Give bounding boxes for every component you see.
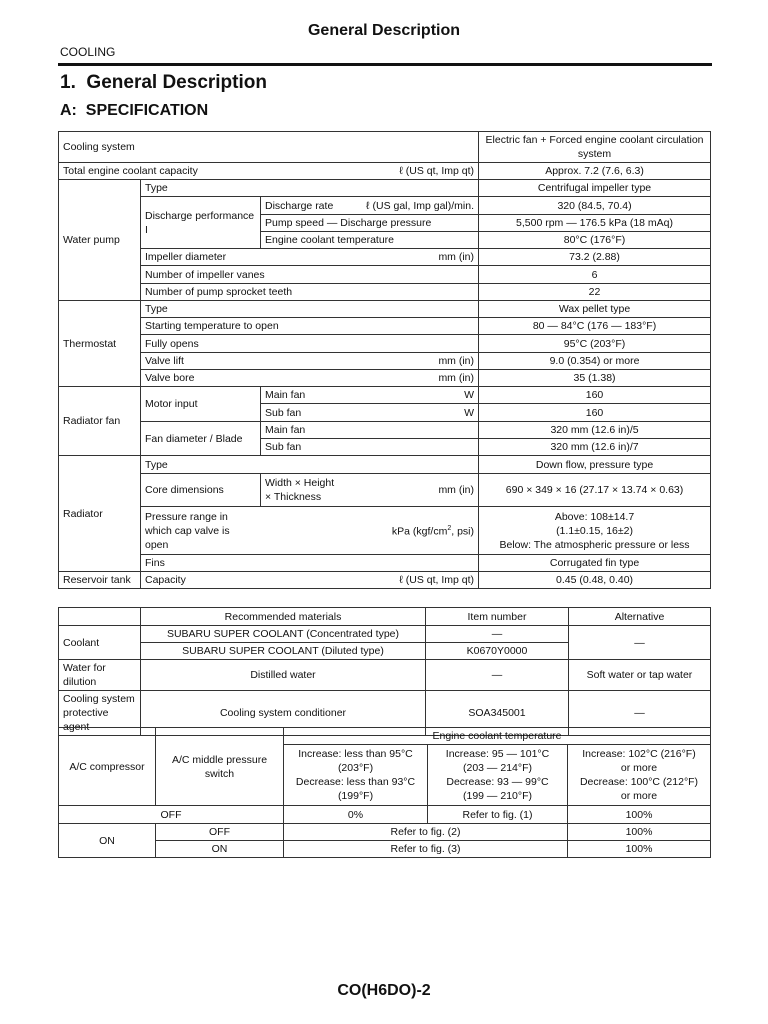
sub-heading-letter: A:	[60, 102, 77, 119]
spec-label	[59, 163, 479, 180]
spec-label: Starting temperature to open	[141, 318, 479, 335]
spec-value: 0.45 (0.48, 0.40)	[479, 572, 711, 589]
value-cell: 0%	[284, 806, 428, 824]
value-cell: 100%	[568, 806, 711, 824]
spec-label: Sub fan	[261, 439, 479, 456]
label-line: protective agent	[63, 707, 109, 733]
state-label: ON	[59, 824, 156, 858]
label-line: Width × Height	[265, 477, 335, 489]
label-text: Impeller diameter	[145, 251, 227, 263]
range-line: or more	[620, 790, 658, 802]
label-text: Total engine coolant capacity	[63, 165, 198, 177]
spec-value: 160	[479, 387, 711, 404]
unit-text: ℓ (US qt, Imp qt)	[399, 165, 475, 177]
spec-value: Electric fan + Forced engine coolant circulation system	[479, 132, 711, 163]
spec-label: Pump speed — Discharge pressure	[261, 215, 479, 232]
table-row	[59, 180, 711, 197]
group-label: Radiator	[59, 456, 141, 572]
column-header: Item number	[426, 608, 569, 626]
spec-label	[141, 507, 479, 555]
table-row	[59, 572, 711, 589]
unit-text: mm (in)	[438, 372, 475, 384]
value-line: Below: The atmospheric pressure or less	[499, 538, 690, 551]
unit-part: , psi)	[451, 525, 475, 538]
spec-value: Down flow, pressure type	[479, 456, 711, 474]
section-label: COOLING	[60, 45, 116, 59]
spec-value: Corrugated fin type	[479, 555, 711, 572]
label-line: which cap valve is	[145, 524, 230, 537]
table-row	[59, 318, 711, 335]
label-line: Cooling system	[63, 693, 135, 705]
spec-label: Type	[141, 456, 479, 474]
subgroup-label: Discharge performance I	[141, 197, 261, 249]
table-row	[59, 474, 711, 507]
label-text: Valve lift	[145, 355, 184, 367]
table-row	[59, 353, 711, 370]
table-row	[59, 163, 711, 180]
page-number: CO(H6DO)-2	[337, 982, 431, 999]
label-line: open	[145, 538, 169, 551]
spec-value: 690 × 349 × 16 (27.17 × 13.74 × 0.63)	[479, 474, 711, 507]
table-row	[59, 728, 711, 745]
unit-part: kPa (kgf/cm	[391, 525, 448, 538]
table-row	[59, 555, 711, 572]
spec-value: 6	[479, 266, 711, 284]
spec-value: 320 mm (12.6 in)/7	[479, 439, 711, 456]
label-text: Sub fan	[265, 406, 302, 419]
temperature-header: Engine coolant temperature	[284, 728, 711, 745]
table-row	[59, 806, 711, 824]
header-line: switch	[204, 767, 235, 780]
column-header: Alternative	[569, 608, 711, 626]
spec-value: 95°C (203°F)	[479, 335, 711, 353]
spec-label: Number of impeller vanes	[141, 266, 479, 284]
spec-label	[261, 404, 479, 422]
state-label: OFF	[59, 806, 284, 824]
coolant-materials-table	[58, 607, 711, 736]
row-label: Coolant	[59, 626, 141, 660]
spec-label: Engine coolant temperature	[261, 232, 479, 249]
subgroup-label: Core dimensions	[141, 474, 261, 507]
table-row	[59, 301, 711, 318]
spec-label: Cooling system	[59, 132, 479, 163]
spec-label	[261, 197, 479, 215]
unit-text: W	[464, 406, 475, 419]
item-cell: —	[426, 660, 569, 691]
group-label: Radiator fan	[59, 387, 141, 456]
sub-heading	[60, 102, 208, 120]
spec-value: 320 mm (12.6 in)/5	[479, 422, 711, 439]
spec-value: 35 (1.38)	[479, 370, 711, 387]
temp-range-low	[284, 745, 428, 806]
range-line: Increase: less than 95°C	[298, 748, 413, 760]
label-text: Valve bore	[145, 372, 195, 384]
material-cell: SUBARU SUPER COOLANT (Concentrated type)	[141, 626, 426, 643]
range-line: Increase: 102°C (216°F)	[582, 748, 696, 760]
spec-value: 80 — 84°C (176 — 183°F)	[479, 318, 711, 335]
header-line: A/C middle pressure	[171, 753, 268, 766]
spec-value: 160	[479, 404, 711, 422]
item-cell: SOA345001	[426, 691, 569, 736]
label-text: Main fan	[265, 389, 306, 401]
table-row	[59, 370, 711, 387]
label-text	[265, 476, 334, 504]
table-row	[59, 249, 711, 266]
label-text: Capacity	[145, 574, 186, 586]
table-row	[59, 422, 711, 439]
spec-label	[141, 353, 479, 370]
spec-label: Type	[141, 301, 479, 318]
table-row	[59, 132, 711, 163]
spec-value: Wax pellet type	[479, 301, 711, 318]
range-line: (203°F)	[337, 762, 374, 774]
unit-text	[392, 522, 474, 539]
alternative-cell: —	[569, 626, 711, 660]
spec-label	[141, 572, 479, 589]
item-cell: —	[426, 626, 569, 643]
temp-range-high	[568, 745, 711, 806]
range-line: or more	[620, 762, 658, 774]
spec-value: 5,500 rpm — 176.5 kPa (18 mAq)	[479, 215, 711, 232]
alternative-cell: Soft water or tap water	[569, 660, 711, 691]
value-cell: 100%	[568, 824, 711, 841]
material-cell: Cooling system conditioner	[141, 691, 426, 736]
range-line: (199°F)	[337, 790, 374, 802]
spec-value	[479, 507, 711, 555]
material-cell: Distilled water	[141, 660, 426, 691]
table-row	[59, 266, 711, 284]
spec-value: Centrifugal impeller type	[479, 180, 711, 197]
table-row	[59, 284, 711, 301]
value-line: Above: 108±14.7	[554, 510, 635, 523]
table-row	[59, 456, 711, 474]
compressor-header: A/C compressor	[59, 728, 156, 806]
subgroup-label: Motor input	[141, 387, 261, 422]
label-text: Discharge rate	[265, 199, 334, 212]
subgroup-label: Fan diameter / Blade	[141, 422, 261, 456]
unit-text: ℓ (US qt, Imp qt)	[399, 574, 475, 586]
material-cell: SUBARU SUPER COOLANT (Diluted type)	[141, 643, 426, 660]
page-header-title: General Description	[307, 22, 461, 39]
spec-label	[261, 474, 479, 507]
value-cell: Refer to fig. (2)	[284, 824, 568, 841]
spec-value: 73.2 (2.88)	[479, 249, 711, 266]
table-row	[59, 507, 711, 555]
value-cell: Refer to fig. (3)	[284, 841, 568, 858]
range-line: (203 — 214°F)	[463, 762, 532, 774]
spec-label: Main fan	[261, 422, 479, 439]
spec-label: Type	[141, 180, 479, 197]
spec-label	[141, 370, 479, 387]
table-row	[59, 608, 711, 626]
table-row	[59, 660, 711, 691]
value-line: (1.1±0.15, 16±2)	[556, 524, 633, 537]
group-label: Reservoir tank	[59, 572, 141, 589]
label-line: Pressure range in	[145, 510, 228, 523]
spec-value: 80°C (176°F)	[479, 232, 711, 249]
range-line: Decrease: 93 — 99°C	[446, 776, 549, 788]
unit-text: ℓ (US gal, Imp gal)/min.	[366, 199, 475, 212]
ac-compressor-table	[58, 727, 711, 858]
unit-text: mm (in)	[438, 251, 475, 263]
specification-table	[58, 131, 711, 589]
switch-header	[156, 728, 284, 806]
spec-value: 320 (84.5, 70.4)	[479, 197, 711, 215]
table-row	[59, 626, 711, 643]
label-line: × Thickness	[265, 491, 322, 503]
main-heading	[60, 72, 267, 94]
switch-state: OFF	[156, 824, 284, 841]
header-blank	[59, 608, 141, 626]
sub-heading-title: SPECIFICATION	[85, 102, 209, 119]
unit-superscript: 2	[447, 525, 452, 533]
range-line: (199 — 210°F)	[463, 790, 532, 802]
spec-value: 22	[479, 284, 711, 301]
range-line: Increase: 95 — 101°C	[445, 748, 550, 760]
spec-label: Fins	[141, 555, 479, 572]
unit-text: W	[464, 389, 475, 401]
group-label: Water pump	[59, 180, 141, 301]
value-cell: Refer to fig. (1)	[428, 806, 568, 824]
spec-label	[261, 387, 479, 404]
table-row	[59, 387, 711, 404]
spec-value: Approx. 7.2 (7.6, 6.3)	[479, 163, 711, 180]
row-label: Water for dilution	[59, 660, 141, 691]
heading-title: General Description	[86, 72, 267, 93]
spec-label: Number of pump sprocket teeth	[141, 284, 479, 301]
heading-number: 1.	[60, 72, 76, 93]
header-divider	[58, 63, 712, 66]
spec-label	[141, 249, 479, 266]
spec-label: Fully opens	[141, 335, 479, 353]
alternative-cell: —	[569, 691, 711, 736]
label-text	[145, 510, 230, 552]
value-cell: 100%	[568, 841, 711, 858]
temp-range-mid	[428, 745, 568, 806]
table-row	[59, 335, 711, 353]
group-label: Thermostat	[59, 301, 141, 387]
column-header: Recommended materials	[141, 608, 426, 626]
unit-text: mm (in)	[438, 484, 475, 496]
spec-value: 9.0 (0.354) or more	[479, 353, 711, 370]
table-row	[59, 824, 711, 841]
range-line: Decrease: 100°C (212°F)	[579, 776, 699, 788]
switch-state: ON	[156, 841, 284, 858]
table-row	[59, 197, 711, 215]
range-line: Decrease: less than 93°C	[295, 776, 416, 788]
table-row	[59, 841, 711, 858]
item-cell: K0670Y0000	[426, 643, 569, 660]
unit-text: mm (in)	[438, 355, 475, 367]
